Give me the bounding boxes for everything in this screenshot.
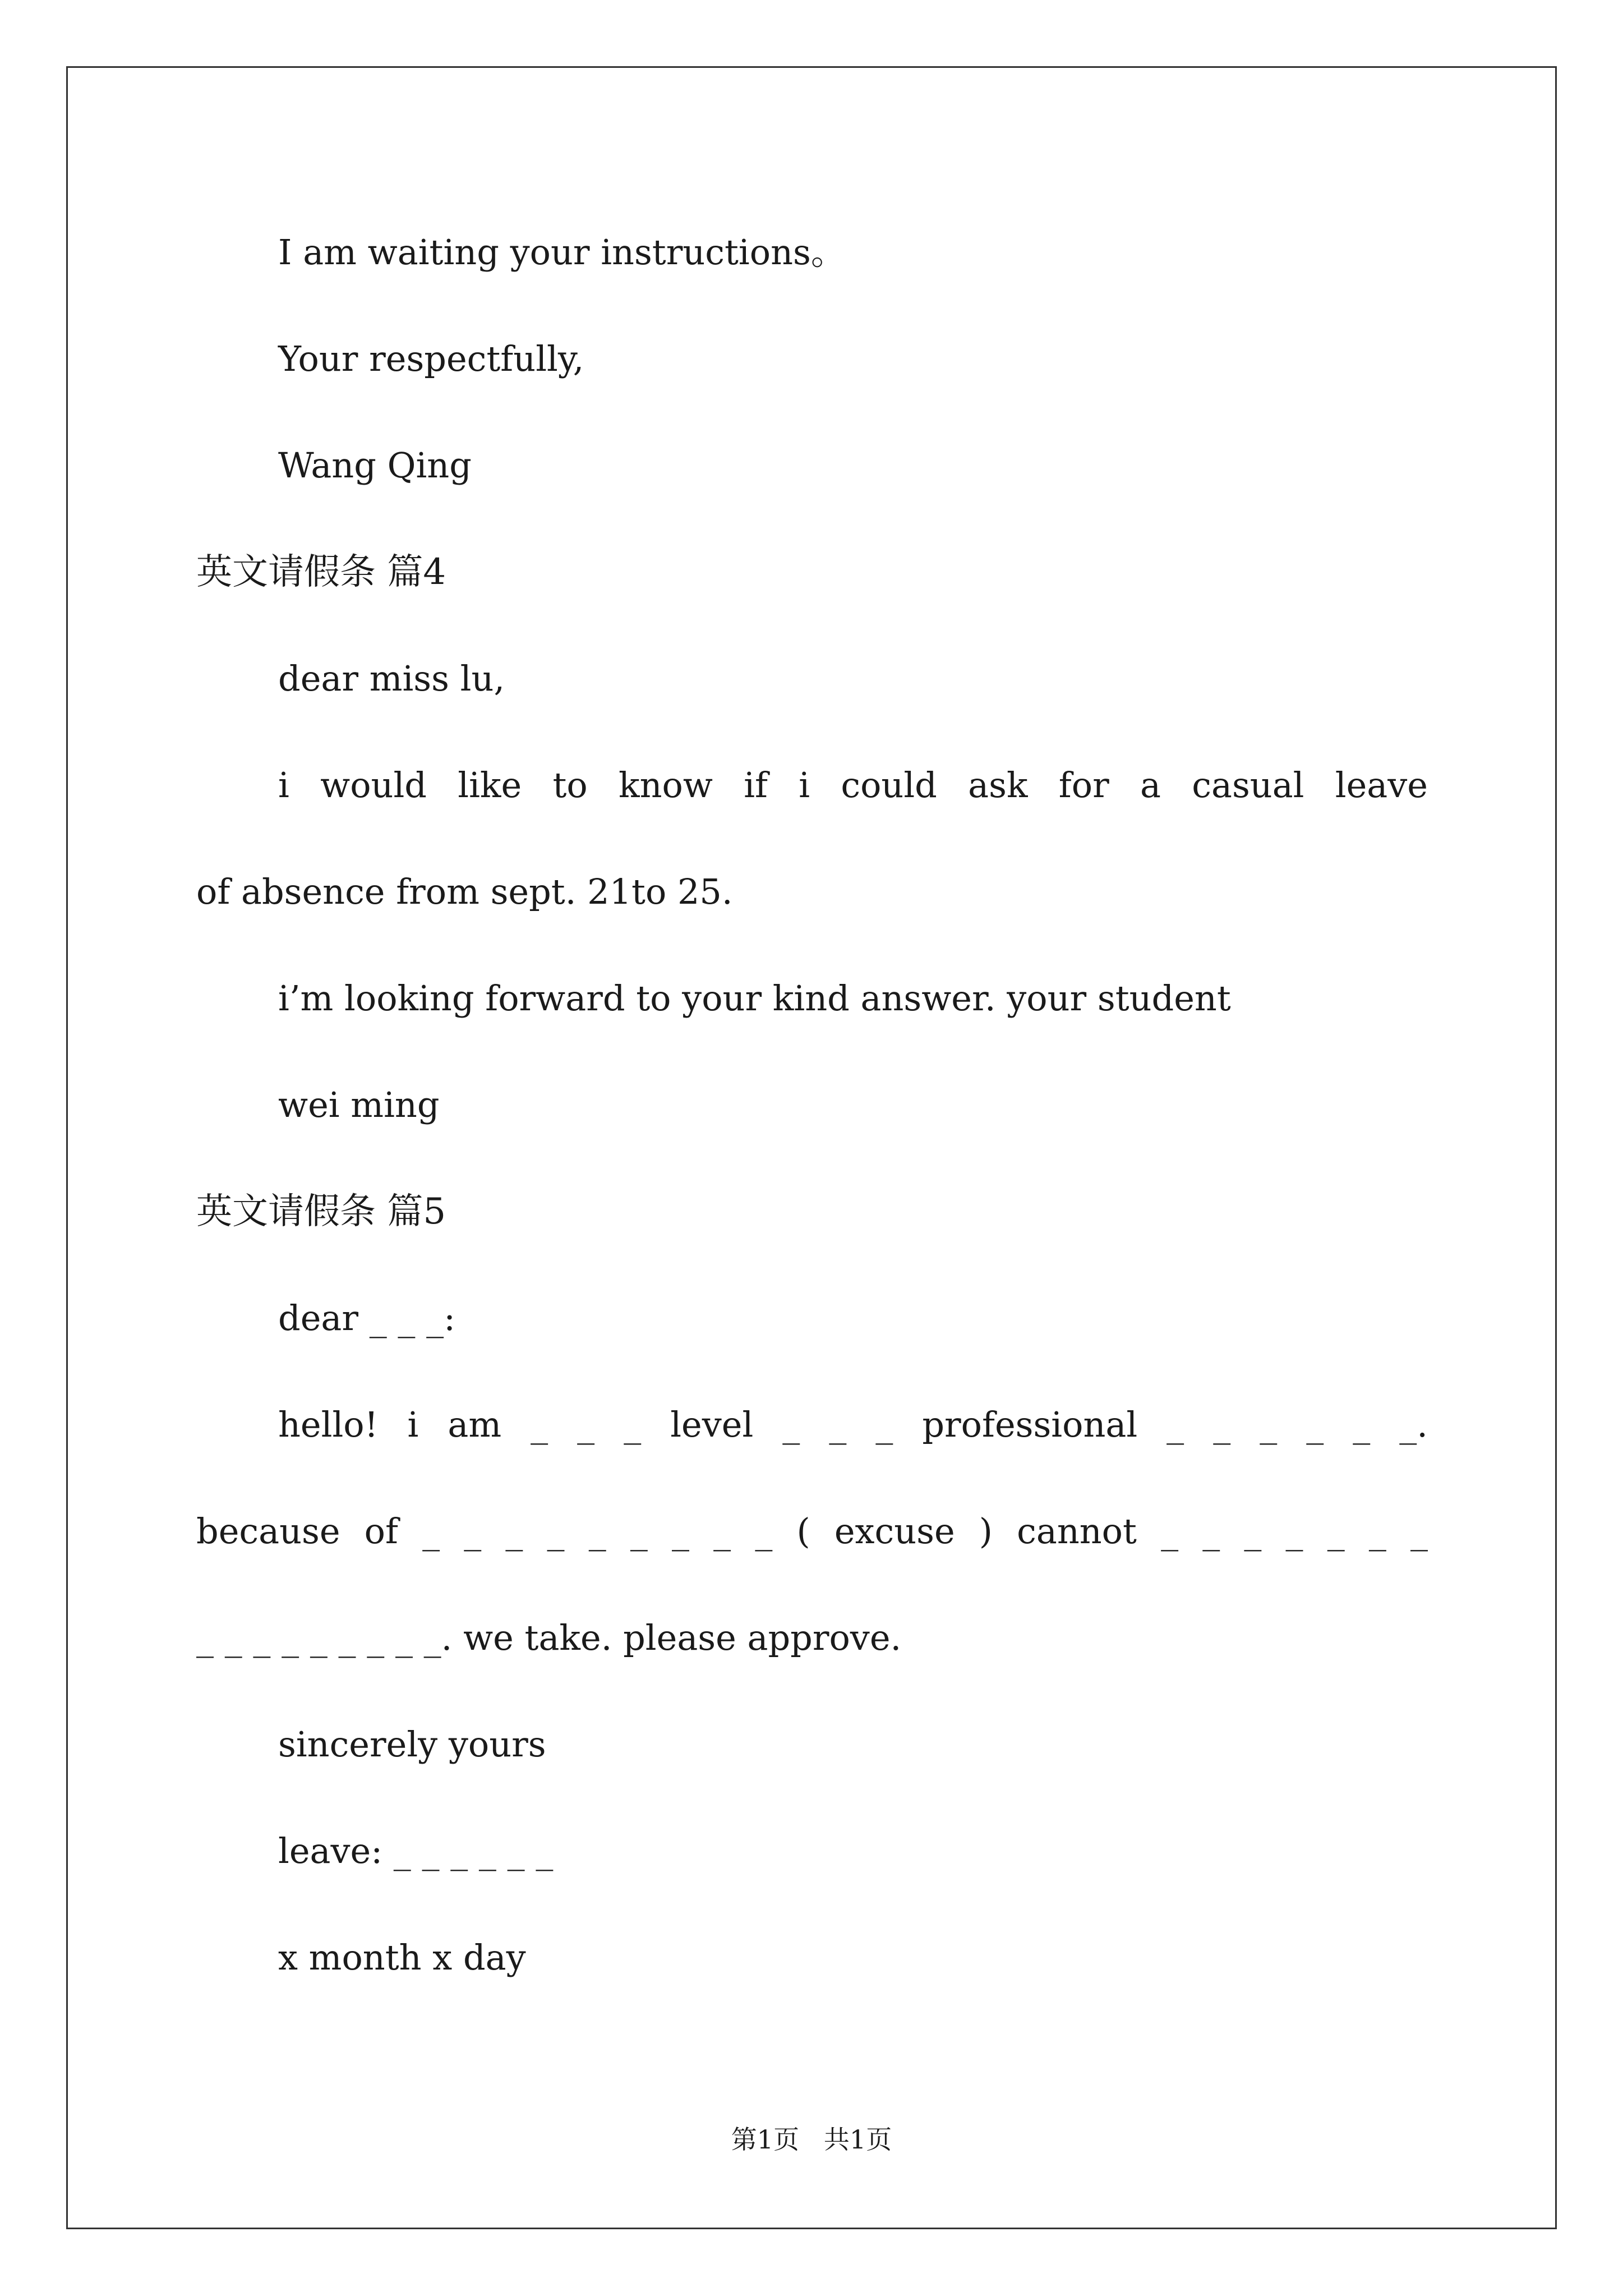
text-line-closing: Your respectfully, [278, 338, 584, 379]
section5-body-line3: _ _ _ _ _ _ _ _ _. we take. please approve. [196, 1617, 902, 1658]
section5-leave: leave: _ _ _ _ _ _ [278, 1830, 554, 1871]
text-line-signature: Wang Qing [278, 445, 472, 486]
section-heading-5: 英文请假条 篇5 [196, 1191, 446, 1232]
section4-signature: wei ming [278, 1084, 440, 1125]
page-footer: 第1页 共1页 [731, 2124, 892, 2155]
section5-date: x month x day [278, 1937, 526, 1978]
text-line-instructions: I am waiting your instructions。 [278, 232, 846, 273]
section4-body-line3: i’m looking forward to your kind answer. your student [278, 978, 1231, 1019]
section4-body-line1: i would like to know if i could ask for a casual leave [278, 765, 1428, 806]
section-heading-4: 英文请假条 篇4 [196, 551, 446, 593]
section4-body-line2: of absence from sept. 21to 25. [196, 871, 733, 912]
section5-body-line2: because of _ _ _ _ _ _ _ _ _ ( excuse ) cannot _ _ _ _ _ _ _ [196, 1511, 1428, 1552]
section5-body-line1: hello! i am _ _ _ level _ _ _ professional _ _ _ _ _ _. [278, 1404, 1428, 1445]
section4-salutation: dear miss lu, [278, 658, 505, 699]
section5-salutation: dear _ _ _: [278, 1297, 455, 1338]
page-border [66, 66, 1557, 2229]
section5-closing: sincerely yours [278, 1724, 546, 1765]
